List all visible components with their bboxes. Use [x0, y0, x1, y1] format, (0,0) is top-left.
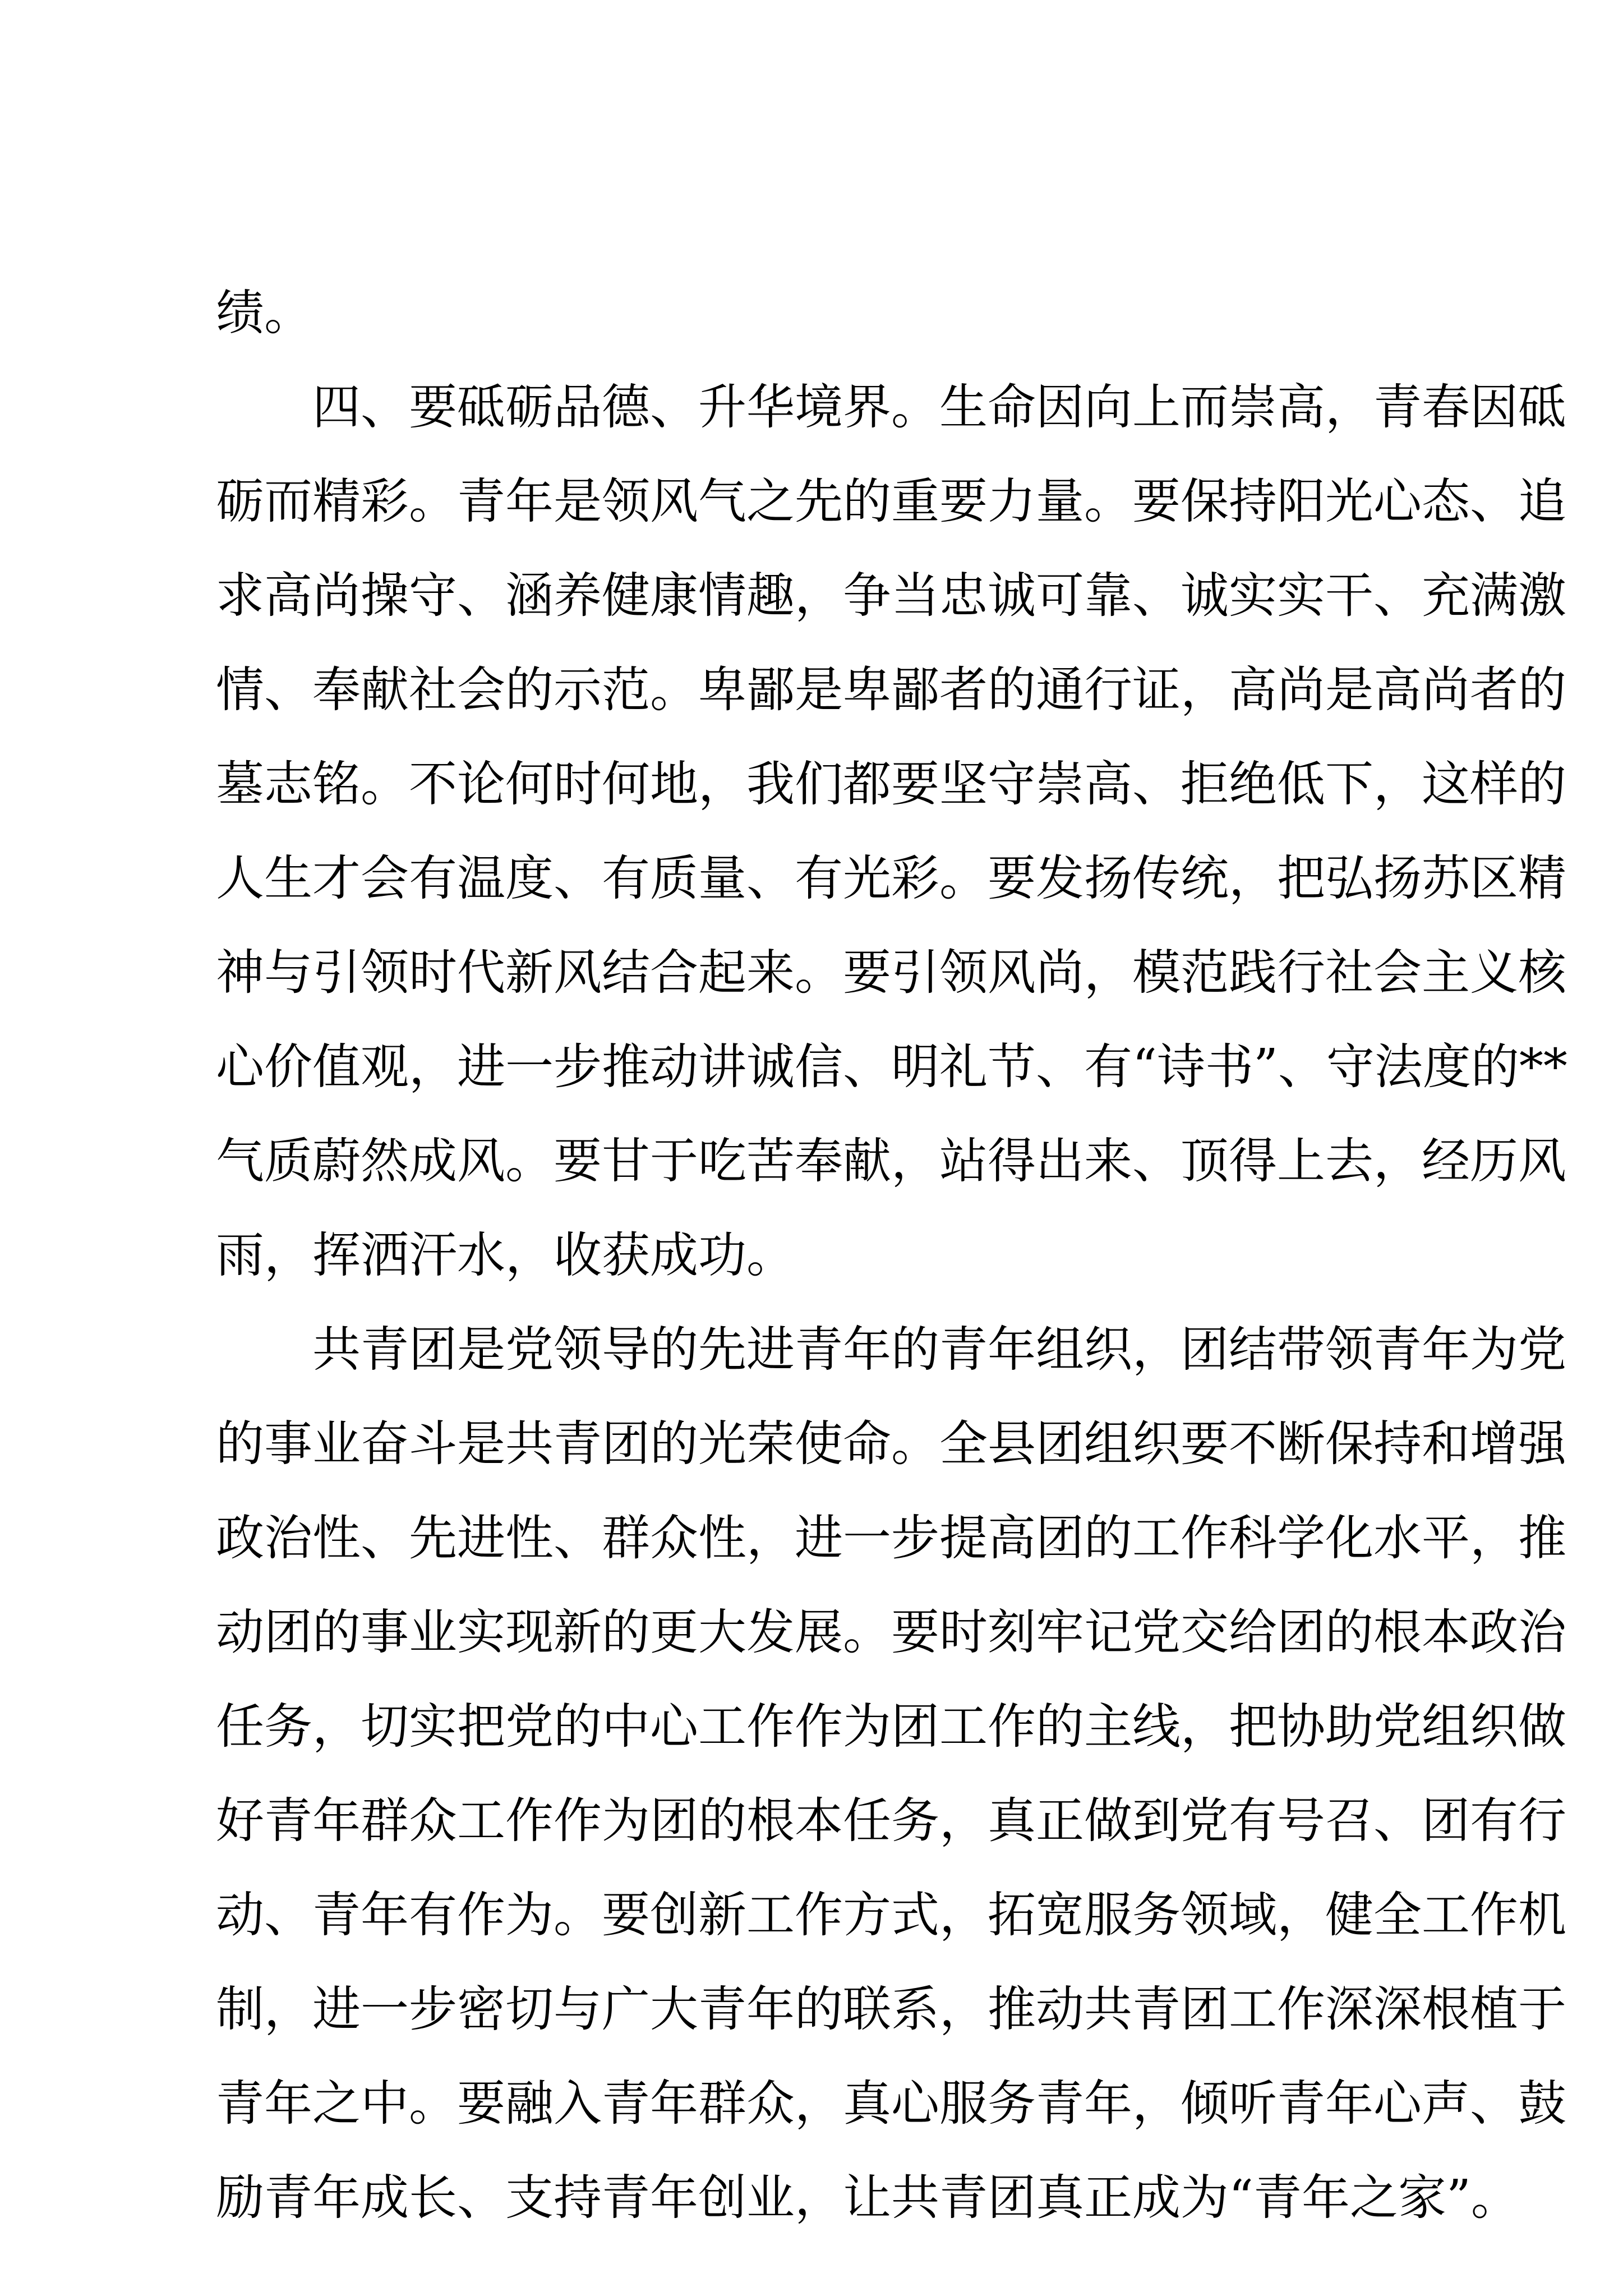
- paragraph-5-line: 共青团是党领导的先进青年的青年组织，团结带领青年为党: [312, 1322, 1566, 1378]
- paragraph-5-line: 的事业奋斗是共青团的光荣使命。全县团组织要不断保持和增强: [216, 1416, 1566, 1472]
- paragraph-5-line: 制，进一步密切与广大青年的联系，推动共青团工作深深根植于: [216, 1981, 1566, 2037]
- paragraph-4-line: 气质蔚然成风。要甘于吃苦奉献，站得出来、顶得上去，经历风: [216, 1133, 1566, 1189]
- paragraph-4-line: 雨，挥洒汗水，收获成功。: [216, 1227, 795, 1283]
- paragraph-4-line: 求高尚操守、涵养健康情趣，争当忠诚可靠、诚实实干、充满激: [216, 568, 1566, 624]
- paragraph-4-line: 心价值观，进一步推动讲诚信、明礼节、有“诗书”、守法度的**: [216, 1039, 1567, 1095]
- paragraph-5-line: 好青年群众工作作为团的根本任务，真正做到党有号召、团有行: [216, 1793, 1566, 1849]
- paragraph-4-line: 情、奉献社会的示范。卑鄙是卑鄙者的通行证，高尚是高尚者的: [216, 662, 1566, 718]
- paragraph-5-line: 任务，切实把党的中心工作作为团工作的主线，把协助党组织做: [216, 1699, 1566, 1755]
- paragraph-4-line: 墓志铭。不论何时何地，我们都要坚守崇高、拒绝低下，这样的: [216, 756, 1566, 812]
- paragraph-5-line: 青年之中。要融入青年群众，真心服务青年，倾听青年心声、鼓: [216, 2076, 1566, 2132]
- paragraph-4-line: 神与引领时代新风结合起来。要引领风尚，模范践行社会主义核: [216, 945, 1566, 1001]
- paragraph-5-line: 励青年成长、支持青年创业，让共青团真正成为“青年之家”。: [216, 2170, 1519, 2226]
- paragraph-5-line: 政治性、先进性、群众性，进一步提高团的工作科学化水平，推: [216, 1510, 1566, 1566]
- paragraph-5-line: 动团的事业实现新的更大发展。要时刻牢记党交给团的根本政治: [216, 1604, 1566, 1660]
- paragraph-4-line: 人生才会有温度、有质量、有光彩。要发扬传统，把弘扬苏区精: [216, 850, 1566, 907]
- paragraph-4-line: 四、要砥砺品德、升华境界。生命因向上而崇高，青春因砥: [312, 379, 1566, 435]
- paragraph-5-line: 动、青年有作为。要创新工作方式，拓宽服务领域，健全工作机: [216, 1887, 1566, 1943]
- text-line: 绩。: [216, 285, 312, 341]
- paragraph-4-line: 砺而精彩。青年是领风气之先的重要力量。要保持阳光心态、追: [216, 473, 1566, 530]
